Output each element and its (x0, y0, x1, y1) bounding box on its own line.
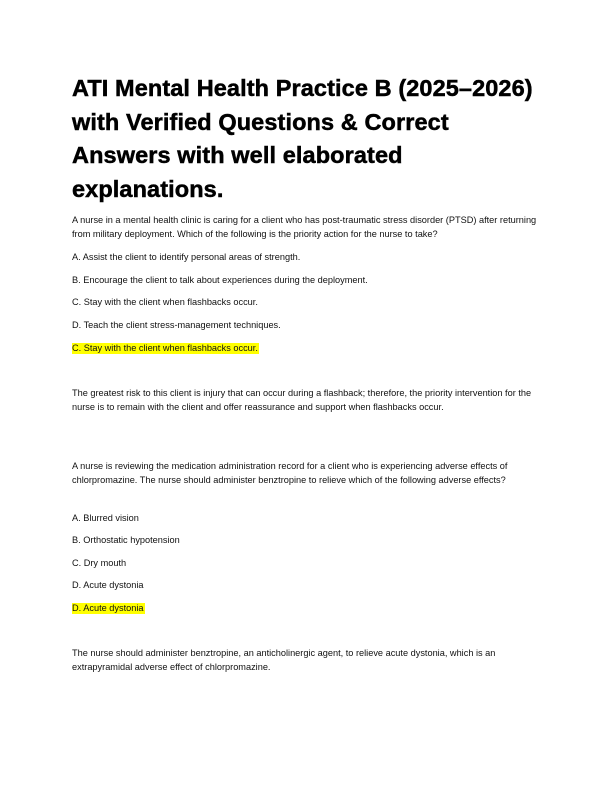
question-1-stem: A nurse in a mental health clinic is caring for a client who has post-traumatic stress disorder (PTSD) after returning from military deployment. Which of the following is the priority action for the nurse to take? (72, 215, 537, 240)
question-2-option-b: B. Orthostatic hypotension (72, 535, 180, 545)
question-1-option-a: A. Assist the client to identify personal areas of strength. (72, 252, 301, 262)
question-1-option-b: B. Encourage the client to talk about experiences during the deployment. (72, 275, 368, 285)
question-2-answer-highlight: D. Acute dystonia (72, 603, 144, 613)
question-1-explanation: The greatest risk to this client is injury that can occur during a flashback; therefore, the priority intervention for the nurse is to remain with the client and offer reassurance and support when flashbacks occur. (72, 388, 532, 413)
question-2-option-a: A. Blurred vision (72, 513, 139, 523)
question-2-stem: A nurse is reviewing the medication administration record for a client who is experiencing adverse effects of chlorpromazine. The nurse should administer benztropine to relieve which of the following adverse effects? (72, 461, 508, 486)
document-title: ATI Mental Health Practice B (2025–2026) with Verified Questions & Correct Answers with well elaborated explanations. (72, 75, 533, 202)
question-2-explanation: The nurse should administer benztropine, an anticholinergic agent, to relieve acute dystonia, which is an extrapyramidal adverse effect of chlorpromazine. (72, 648, 496, 673)
question-1-answer-highlight: C. Stay with the client when flashbacks occur. (72, 343, 258, 353)
question-1-answer (72, 341, 547, 355)
question-2-option-c: C. Dry mouth (72, 558, 127, 568)
question-2-answer (72, 601, 547, 615)
question-1-option-d: D. Teach the client stress-management techniques. (72, 320, 281, 330)
question-1-option-c: C. Stay with the client when flashbacks occur. (72, 297, 258, 307)
question-2-option-d: D. Acute dystonia (72, 580, 144, 590)
